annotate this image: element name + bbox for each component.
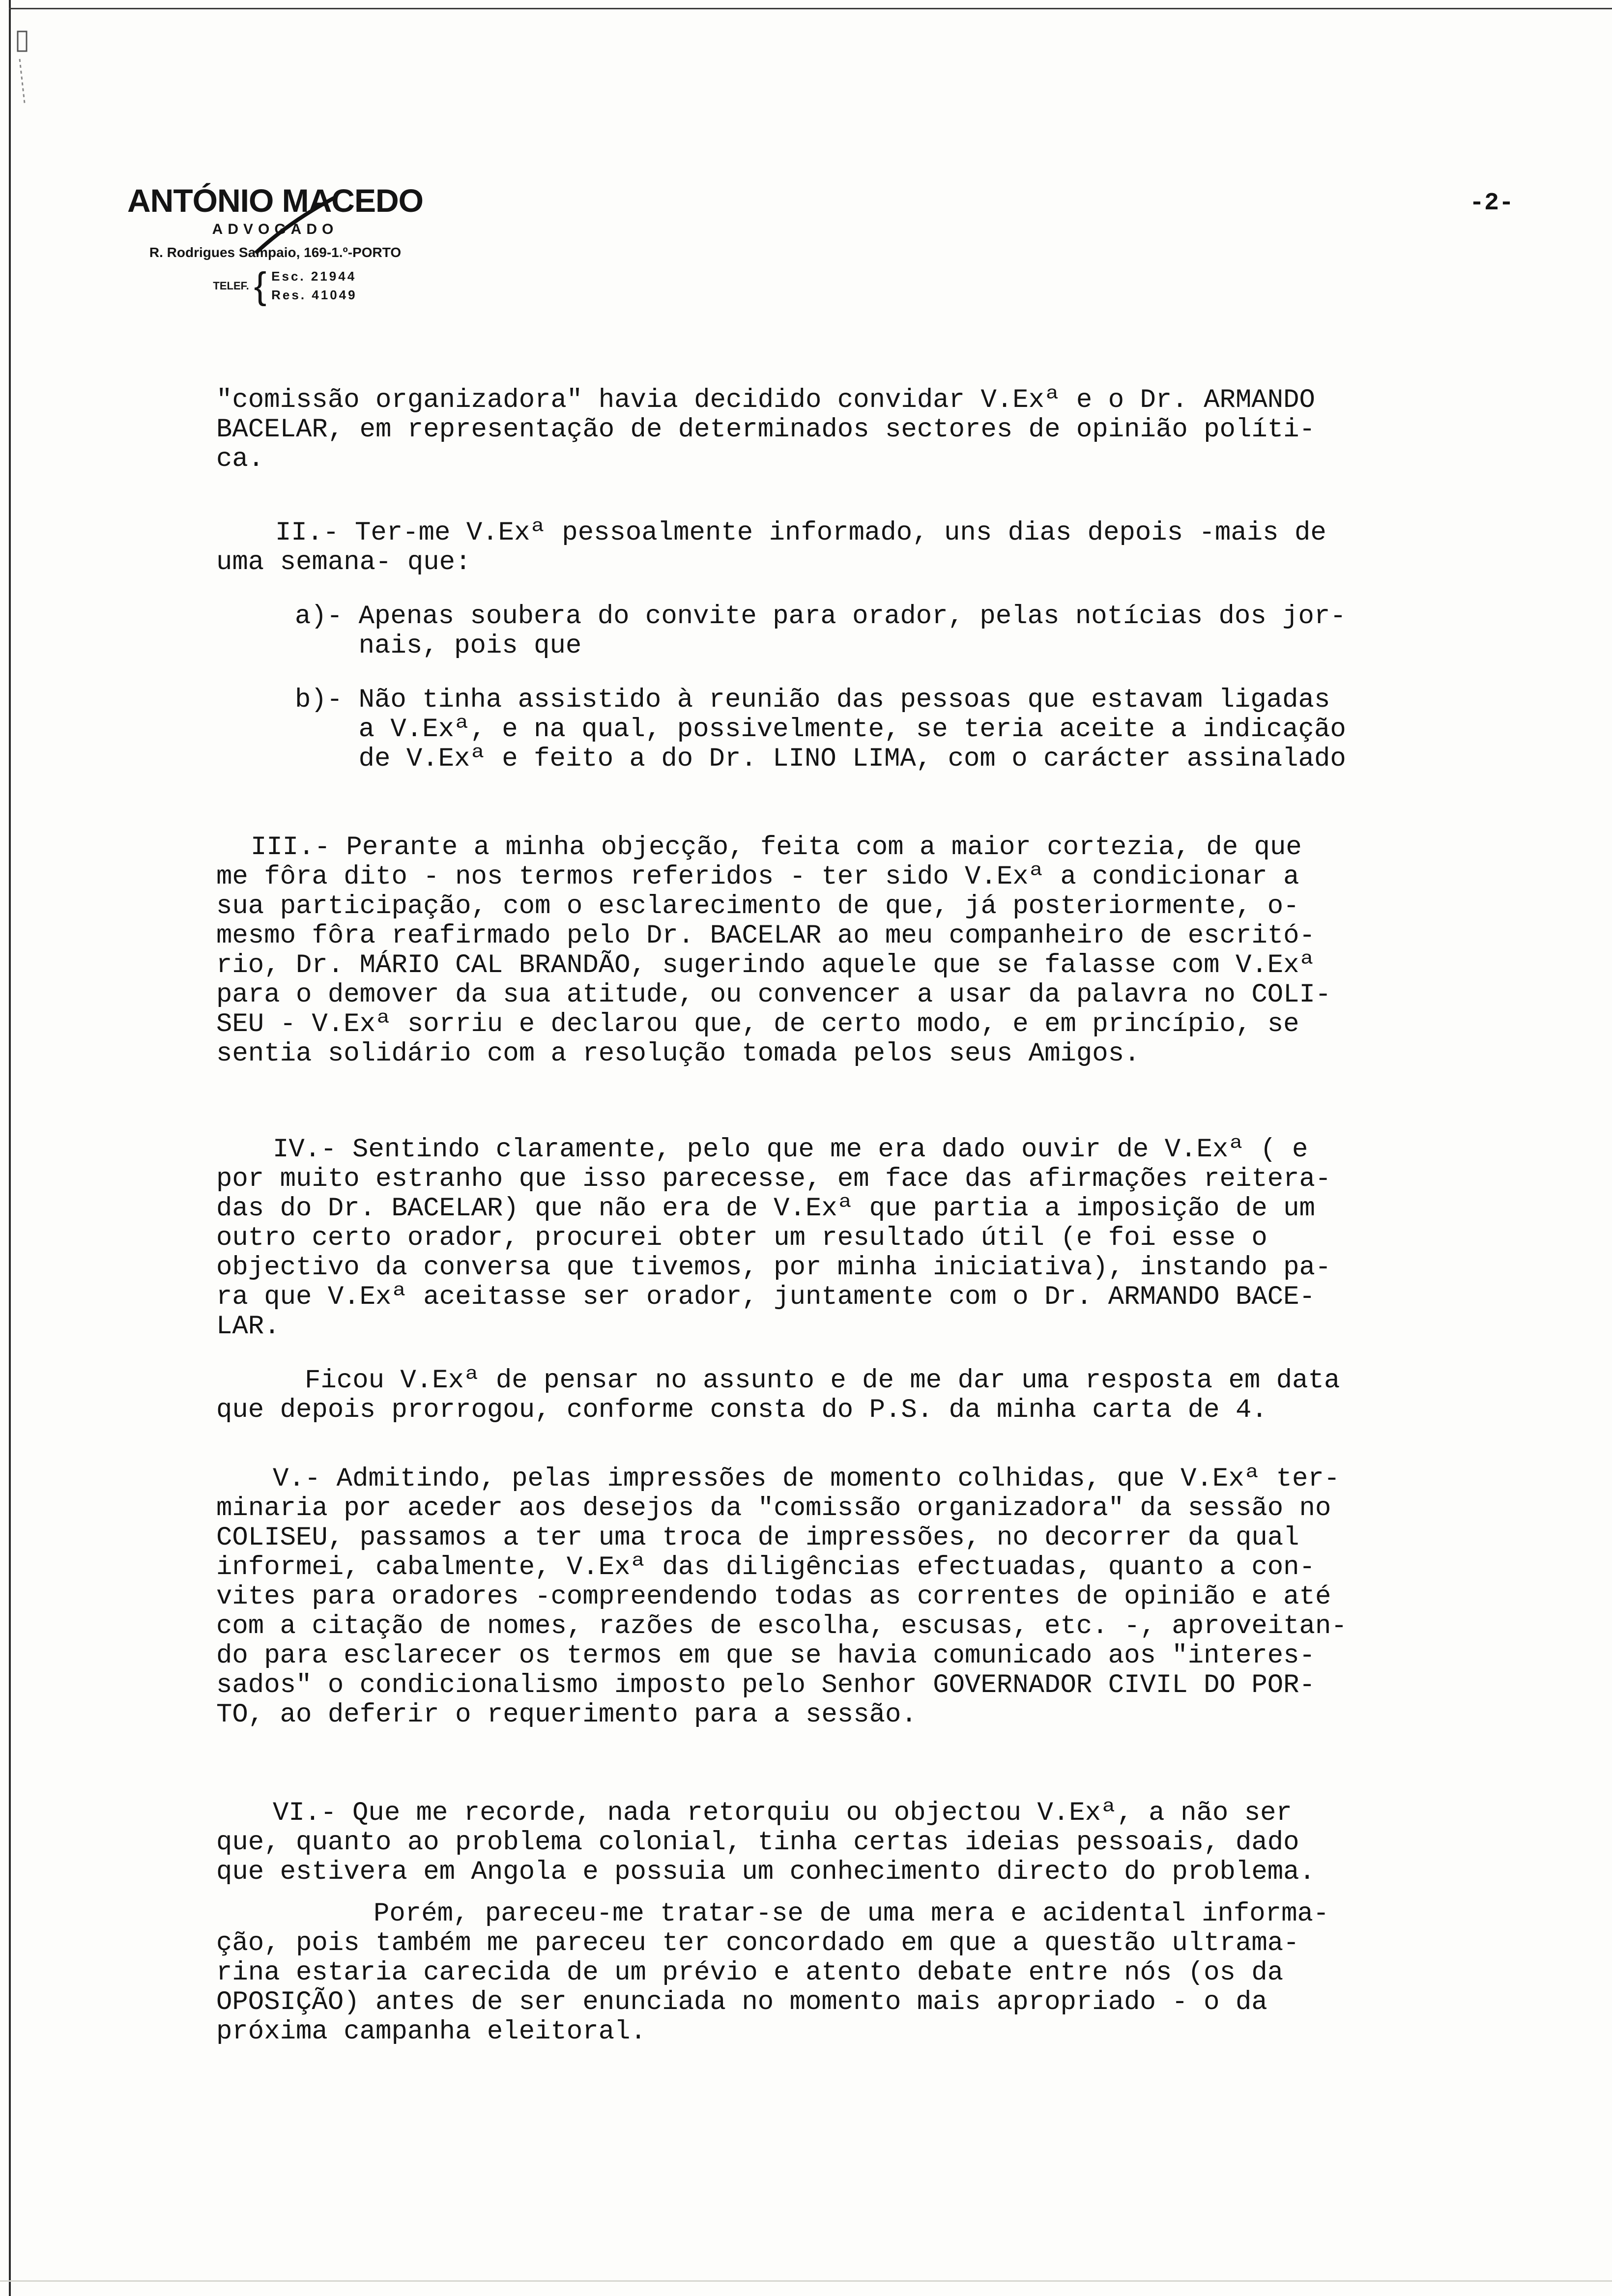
paragraph-ii-b: b)- Não tinha assistido à reunião das pessoas que estavam ligadas a V.Exª, e na qual, possivelmente, se teria aceite a indicação de V.Exª e feito a do Dr. LINO LIMA, com o carácter assinalado [295, 685, 1346, 774]
letterhead [93, 182, 457, 305]
paragraph-v: V.- Admitindo, pelas impressões de momento colhidas, que V.Exª ter- minaria por aceder aos desejos da "comissão organizadora" da sessão no COLISEU, passamos a ter uma troca de impressões, no decorrer da qual informei, cabalmente, V.Exª das diligências efectuadas, quanto a con- vites para oradores -compreendendo todas as correntes de opinião e até com a citação de nomes, razões de escolha, escusas, etc. -, aproveitan- do para esclarecer os termos em que se havia comunicado aos "interes- sados" o condicionalismo imposto pelo Senhor GOVERNADOR CIVIL DO POR- TO, ao deferir o requerimento para a sessão. [216, 1464, 1347, 1730]
page-left-edge [9, 0, 11, 2296]
paragraph-iv: IV.- Sentindo claramente, pelo que me era dado ouvir de V.Exª ( e por muito estranho que isso parecesse, em face das afirmações reitera- das do Dr. BACELAR) que não era de V.Exª que partia a imposição de um outro certo orador, procurei obter um resultado útil (e foi esse o objectivo da conversa que tivemos, por minha iniciativa), instando pa- ra que V.Exª aceitasse ser orador, juntamente com o Dr. ARMANDO BACE- LAR. [216, 1135, 1331, 1342]
phone-office: Esc. 21944 [271, 269, 357, 284]
phone-residence: Res. 41049 [271, 287, 357, 302]
page-top-edge [9, 8, 1612, 9]
phone-list [271, 267, 357, 304]
letterhead-name: ANTÓNIO MACEDO [127, 182, 423, 219]
archive-stamp-mark [14, 29, 33, 108]
letterhead-phones [113, 267, 457, 305]
page-number: -2- [1469, 189, 1514, 217]
paragraph-iii: III.- Perante a minha objecção, feita com a maior cortezia, de que me fôra dito - nos termos referidos - ter sido V.Exª a condicionar a sua participação, com o esclarecimento de que, já posteriormente, o- mesmo fôra reafirmado pelo Dr. BACELAR ao meu companheiro de escritó- rio, Dr. MÁRIO CAL BRANDÃO, sugerindo aquele que se falasse com V.Exª para o demover da sua atitude, ou convencer a usar da palavra no COLI- SEU - V.Exª sorriu e declarou que, de certo modo, e em princípio, se sentia solidário com a resolução tomada pelos seus Amigos. [216, 832, 1331, 1069]
paragraph-ii: II.- Ter-me V.Exª pessoalmente informado, uns dias depois -mais de uma semana- que: [216, 518, 1326, 577]
page-bottom-edge [0, 2280, 1612, 2282]
paragraph-intro: "comissão organizadora" havia decidido convidar V.Exª e o Dr. ARMANDO BACELAR, em representação de determinados sectores de opinião políti- ca. [216, 385, 1315, 474]
paragraph-ii-a: a)- Apenas soubera do convite para orador, pelas notícias dos jor- nais, pois que [295, 602, 1346, 661]
paragraph-vi: VI.- Que me recorde, nada retorquiu ou objectou V.Exª, a não ser que, quanto ao problema colonial, tinha certas ideias pessoais, dado que estivera em Angola e possuia um conhecimento directo do problema. [216, 1798, 1315, 1887]
telef-label: TELEF. [213, 280, 249, 292]
paragraph-iv-continued: Ficou V.Exª de pensar no assunto e de me dar uma resposta em data que depois prorrogou, conforme consta do P.S. da minha carta de 4. [216, 1366, 1340, 1425]
letterhead-address: R. Rodrigues Sampaio, 169-1.º-PORTO [149, 245, 402, 260]
letterhead-title: ADVOGADO [212, 221, 339, 237]
paragraph-closing: Porém, pareceu-me tratar-se de uma mera e acidental informa- ção, pois também me pareceu ter concordado em que a questão ultrama- rina estaria carecida de um prévio e atento debate entre nós (os da OPOSIÇÃO) antes de ser enunciada no momento mais apropriado - o da próxima campanha eleitoral. [216, 1899, 1329, 2047]
brace-icon: { [254, 265, 267, 307]
